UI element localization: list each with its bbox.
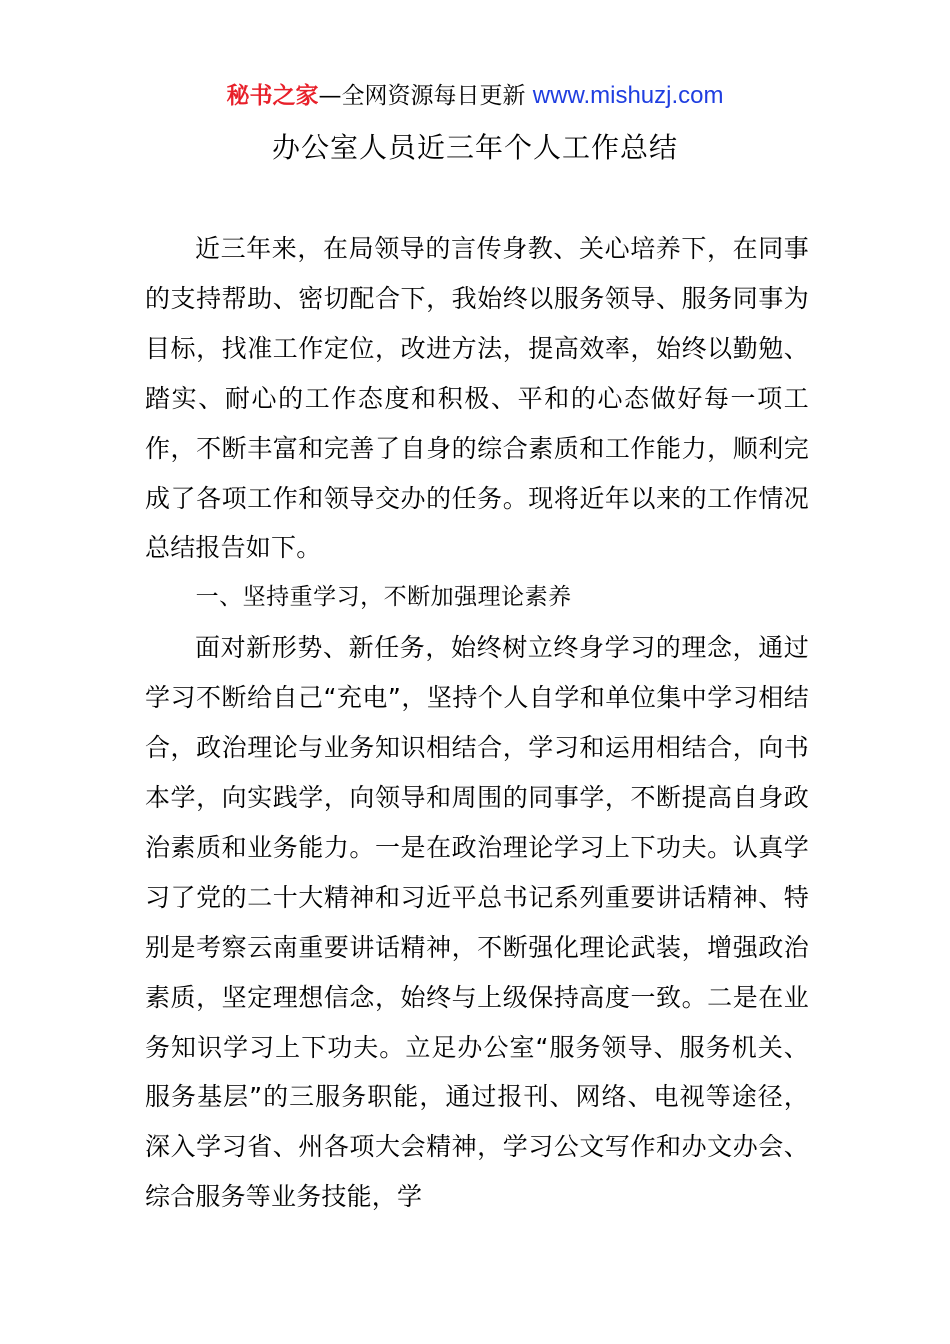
site-url-link[interactable]: www.mishuzj.com <box>532 82 724 109</box>
site-banner <box>0 80 950 112</box>
intro-paragraph: 近三年来，在局领导的言传身教、关心培养下，在同事的支持帮助、密切配合下，我始终以服务领导、服务同事为目标，找准工作定位，改进方法，提高效率，始终以勤勉、踏实、耐心的工作态度和积极、平和的心态做好每一项工作，不断丰富和完善了自身的综合素质和工作能力，顺利完成了各项工作和领导交办的任务。现将近年以来的工作情况总结报告如下。 <box>145 234 809 563</box>
document-body <box>145 224 809 1222</box>
section-1-heading: 一、坚持重学习，不断加强理论素养 <box>195 584 572 611</box>
brand-slogan: —全网资源每日更新 <box>318 83 526 109</box>
section-1-paragraph: 面对新形势、新任务，始终树立终身学习的理念，通过学习不断给自己“充电”，坚持个人自学和单位集中学习相结合，政治理论与业务知识相结合，学习和运用相结合，向书本学，向实践学，向领导和周围的同事学，不断提高自身政治素质和业务能力。一是在政治理论学习上下功夫。认真学习了党的二十大精神和习近平总书记系列重要讲话精神、特别是考察云南重要讲话精神，不断强化理论武装，增强政治素质，坚定理想信念，始终与上级保持高度一致。二是在业务知识学习上下功夫。立足办公室“服务领导、服务机关、服务基层”的三服务职能，通过报刊、网络、电视等途径，深入学习省、州各项大会精神，学习公文写作和办文办会、综合服务等业务技能，学 <box>145 633 809 1212</box>
document-title: 办公室人员近三年个人工作总结 <box>271 131 678 164</box>
brand-name: 秘书之家 <box>226 83 319 109</box>
